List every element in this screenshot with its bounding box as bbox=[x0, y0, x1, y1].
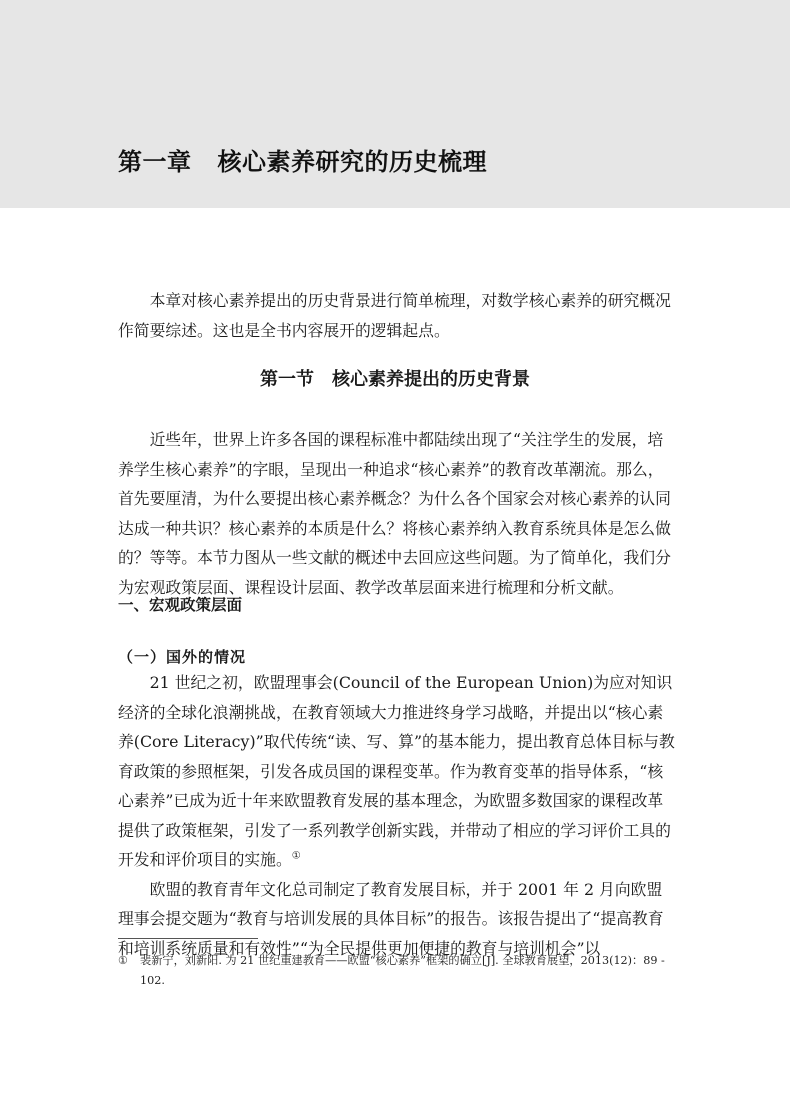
section-paragraph: 近些年，世界上许多各国的课程标准中都陆续出现了“关注学生的发展，培养学生核心素养”的字眼，呈现出一种追求“核心素养”的教育改革潮流。那么，首先要厘清，为什么要提出核心素养概念？为什么各个国家会对核心素养的认同达成一种共识？核心素养的本质是什么？将核心素养纳入教育系统具体是怎么做的？等等。本节力图从一些文献的概述中去回应这些问题。为了简单化，我们分为宏观政策层面、课程设计层面、教学改革层面来进行梳理和分析文献。 bbox=[118, 430, 671, 597]
body-paragraph-1-text: 21 世纪之初，欧盟理事会(Council of the European Union)为应对知识经济的全球化浪潮挑战，在教育领域大力推进终身学习战略，并提出以“核心素养(Core Literacy)”取代传统“读、写、算”的基本能力，提出教育总体目标与教育政策的参照框架，引发各成员国的课程变革。作为教育变革的指导体系，“核心素养”已成为近十年来欧盟教育发展的基本理念，为欧盟多数国家的课程改革提供了政策框架，引发了一系列教学创新实践，并带动了相应的学习评价工具的开发和评价项目的实施。 bbox=[118, 673, 675, 869]
body-paragraph-1 bbox=[118, 668, 676, 875]
chapter-header-band bbox=[0, 0, 790, 208]
footnote-mark: ① bbox=[118, 954, 129, 967]
section-body bbox=[118, 425, 676, 602]
section-title-text: 核心素养提出的历史背景 bbox=[332, 369, 530, 390]
chapter-title-text: 核心素养研究的历史梳理 bbox=[217, 148, 487, 176]
chapter-title bbox=[118, 146, 487, 178]
main-body bbox=[118, 668, 676, 963]
section-title bbox=[0, 366, 790, 394]
chapter-number: 第一章 bbox=[118, 148, 192, 176]
body-paragraph-2: 欧盟的教育青年文化总司制定了教育发展目标，并于 2001 年 2 月向欧盟理事会提交题为“教育与培训发展的具体目标”的报告。该报告提出了“提高教育和培训系统质量和有效性”“为全民提供更加便捷的教育与培训机会”以 bbox=[118, 879, 664, 958]
intro-paragraph: 本章对核心素养提出的历史背景进行简单梳理，对数学核心素养的研究概况作简要综述。这也是全书内容展开的逻辑起点。 bbox=[118, 291, 671, 340]
footnote-divider bbox=[118, 938, 258, 939]
section-number: 第一节 bbox=[260, 369, 314, 390]
chapter-intro bbox=[118, 286, 676, 345]
subsection-heading: 一、宏观政策层面 bbox=[118, 596, 243, 614]
subsubsection-heading: （一）国外的情况 bbox=[118, 648, 247, 666]
footnote bbox=[118, 951, 676, 991]
footnote-text: 裴新宁，刘新阳. 为 21 世纪重建教育——欧盟“核心素养”框架的确立[J]. 全球教育展望，2013(12)：89 - 102. bbox=[140, 954, 665, 987]
footnote-reference[interactable]: ① bbox=[291, 850, 301, 862]
